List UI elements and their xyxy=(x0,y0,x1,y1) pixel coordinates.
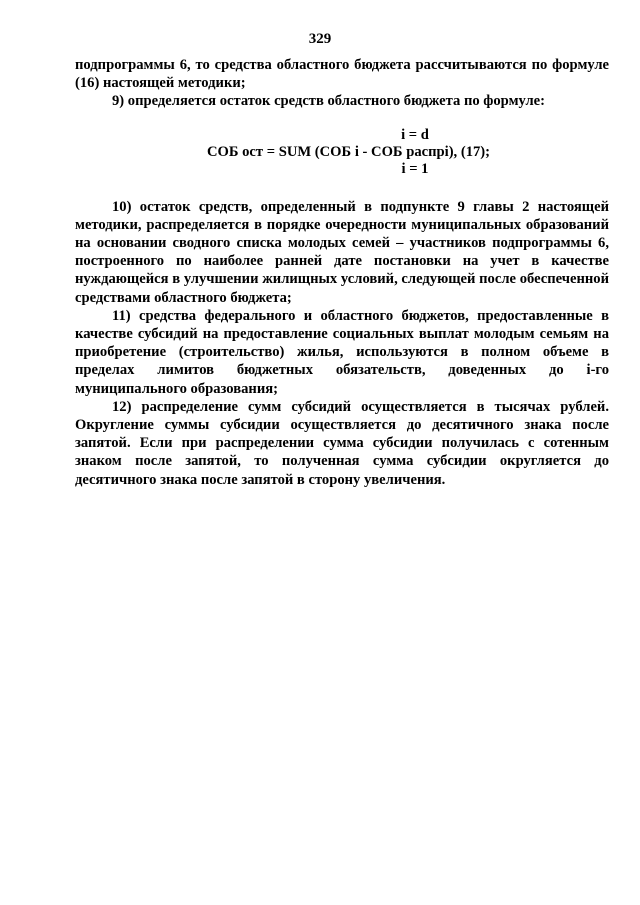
paragraph-item-9: 9) определяется остаток средств областного бюджета по формуле: xyxy=(112,93,545,110)
paragraph-item-10: 10) остаток средств, определенный в подпункте 9 главы 2 настоящей методики, распределяется в порядке очередности муниципальных образований на основании сводного списка молодых семей – участников подпрограммы 6, построенного по наиболее ранней дате постановки на учет в качестве нуждающейся в улучшении жилищных условий, следующей после обеспеченной средствами областного бюджета; xyxy=(75,198,609,306)
paragraph-item-12: 12) распределение сумм субсидий осуществляется в тысячах рублей. Округление суммы субсидии осуществляется до десятичного знака после запятой. Если при распределении сумма субсидии получилась с сотенным знаком после запятой, то полученная сумма субсидии округляется до десятичного знака после запятой в сторону увеличения. xyxy=(75,398,609,488)
formula-expression: СОБ ост = SUM (СОБ i - СОБ распрi), (17); xyxy=(206,143,491,160)
document-body xyxy=(75,56,609,489)
page-number: 329 xyxy=(308,31,332,47)
formula-17 xyxy=(75,127,609,178)
formula-upper-limit: i = d xyxy=(401,126,429,143)
formula-lower-limit: i = 1 xyxy=(401,160,429,177)
paragraph-continuation: подпрограммы 6, то средства областного бюджета рассчитываются по формуле (16) настоящей методики; xyxy=(75,57,609,92)
paragraph-item-11: 11) средства федерального и областного бюджетов, предоставленные в качестве субсидий на предоставление социальных выплат молодым семьям на приобретение (строительство) жилья, используются в полном объеме в пределах лимитов бюджетных обязательств, доведенных до i-го муниципального образования; xyxy=(75,307,609,397)
